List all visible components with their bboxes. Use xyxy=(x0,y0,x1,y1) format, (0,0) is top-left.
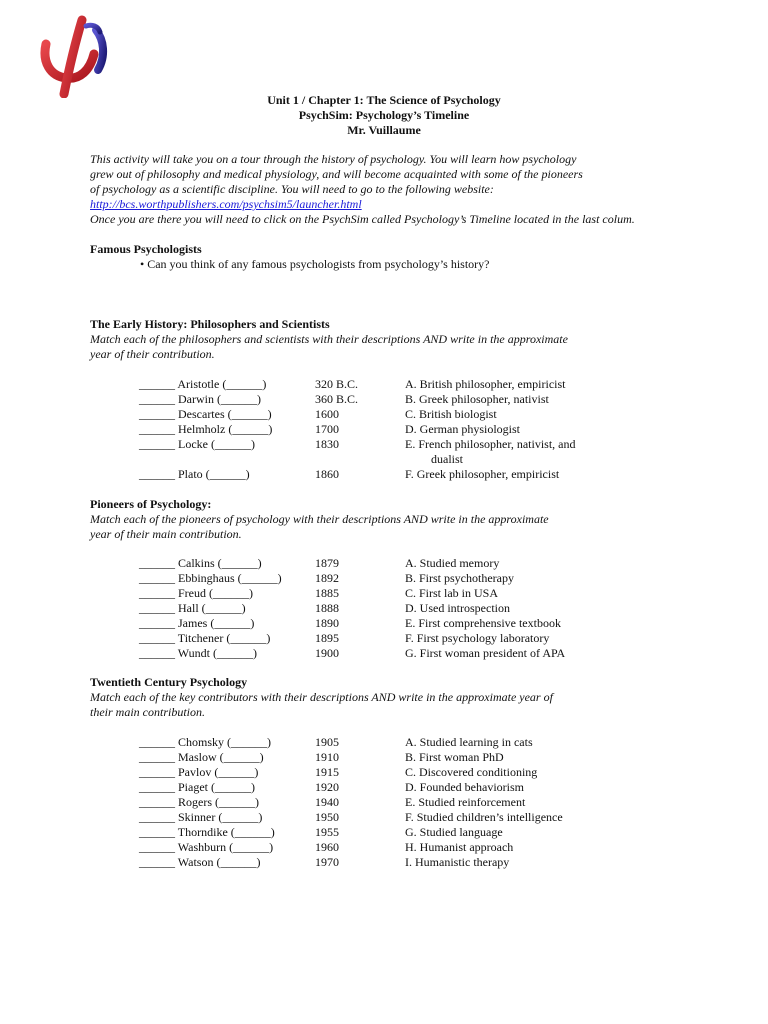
person-name: ______ Chomsky (______) xyxy=(139,735,271,749)
person-name: ______ Washburn (______) xyxy=(139,840,274,854)
year: 1960 xyxy=(315,840,339,854)
unit-title: Unit 1 / Chapter 1: The Science of Psychology xyxy=(267,93,501,107)
person-name: ______ Maslow (______) xyxy=(139,750,264,764)
twentieth-century-section xyxy=(90,675,710,720)
description: G. Studied language xyxy=(405,825,503,839)
year: 1910 xyxy=(315,750,339,764)
person-name: ______ Ebbinghaus (______) xyxy=(139,571,282,585)
year: 1900 xyxy=(315,646,339,660)
year: 1700 xyxy=(315,422,339,436)
early-history-instructions-2: year of their contribution. xyxy=(90,347,215,361)
twentieth-century-instructions-2: their main contribution. xyxy=(90,705,205,719)
psychsim-website-link[interactable]: http://bcs.worthpublishers.com/psychsim5/launcher.html xyxy=(90,197,362,211)
description: C. Discovered conditioning xyxy=(405,765,538,779)
pioneers-instructions-2: year of their main contribution. xyxy=(90,527,242,541)
year: 1905 xyxy=(315,735,339,749)
person-name: ______ Descartes (______) xyxy=(139,407,272,421)
year: 1885 xyxy=(315,586,339,600)
person-name: ______ Titchener (______) xyxy=(139,631,271,645)
year: 1600 xyxy=(315,407,339,421)
famous-psychologists-title: Famous Psychologists xyxy=(90,242,202,256)
twentieth-century-instructions-1: Match each of the key contributors with their descriptions AND write in the approximate year of xyxy=(90,690,553,704)
description: D. Founded behaviorism xyxy=(405,780,524,794)
intro-line-1: This activity will take you on a tour through the history of psychology. You will learn how psychology xyxy=(90,152,577,166)
description: F. Studied children’s intelligence xyxy=(405,810,563,824)
description: E. Studied reinforcement xyxy=(405,795,526,809)
intro-paragraph xyxy=(90,152,690,227)
pioneers-instructions-1: Match each of the pioneers of psychology with their descriptions AND write in the approximate xyxy=(90,512,549,526)
person-name: ______ Darwin (______) xyxy=(139,392,261,406)
person-name: ______ Helmholz (______) xyxy=(139,422,273,436)
pioneers-section xyxy=(90,497,710,542)
description xyxy=(405,437,576,467)
year: 1860 xyxy=(315,467,339,481)
famous-psychologists-section xyxy=(90,242,710,272)
early-history-section xyxy=(90,317,710,362)
person-name: ______ Calkins (______) xyxy=(139,556,262,570)
year: 320 B.C. xyxy=(315,377,359,391)
description: A. Studied learning in cats xyxy=(405,735,533,749)
person-name: ______ Watson (______) xyxy=(139,855,261,869)
person-name: ______ James (______) xyxy=(139,616,255,630)
teacher-name: Mr. Vuillaume xyxy=(347,123,421,137)
intro-line-4: Once you are there you will need to click on the PsychSim called Psychology’s Timeline located in the last colum. xyxy=(90,212,635,226)
person-name: ______ Skinner (______) xyxy=(139,810,263,824)
year: 1892 xyxy=(315,571,339,585)
year: 1915 xyxy=(315,765,339,779)
twentieth-century-title: Twentieth Century Psychology xyxy=(90,675,248,689)
pioneers-title: Pioneers of Psychology: xyxy=(90,497,212,511)
document-header xyxy=(0,93,768,138)
person-name: ______ Locke (______) xyxy=(139,437,255,451)
year: 1879 xyxy=(315,556,339,570)
year: 1830 xyxy=(315,437,339,451)
person-name: ______ Thorndike (______) xyxy=(139,825,275,839)
year: 1890 xyxy=(315,616,339,630)
intro-line-2: grew out of philosophy and medical physiology, and will become acquainted with some of the pioneers xyxy=(90,167,583,181)
person-name: ______ Piaget (______) xyxy=(139,780,255,794)
description: G. First woman president of APA xyxy=(405,646,566,660)
early-history-instructions-1: Match each of the philosophers and scientists with their descriptions AND write in the approximate xyxy=(90,332,568,346)
person-name: ______ Plato (______) xyxy=(139,467,250,481)
description: C. First lab in USA xyxy=(405,586,499,600)
psi-logo-icon xyxy=(40,14,112,98)
person-name: ______ Freud (______) xyxy=(139,586,253,600)
description-line-1: E. French philosopher, nativist, and xyxy=(405,437,576,451)
year: 1920 xyxy=(315,780,339,794)
description: E. First comprehensive textbook xyxy=(405,616,561,630)
description: H. Humanist approach xyxy=(405,840,514,854)
description: F. Greek philosopher, empiricist xyxy=(405,467,560,481)
year: 1895 xyxy=(315,631,339,645)
description-line-2: dualist xyxy=(431,452,463,466)
description: B. Greek philosopher, nativist xyxy=(405,392,549,406)
year: 1888 xyxy=(315,601,339,615)
year: 1970 xyxy=(315,855,339,869)
description: A. Studied memory xyxy=(405,556,500,570)
famous-psychologists-question: • Can you think of any famous psychologists from psychology’s history? xyxy=(140,257,490,271)
intro-line-3: of psychology as a scientific discipline. You will need to go to the following website: xyxy=(90,182,494,196)
description: B. First woman PhD xyxy=(405,750,504,764)
person-name: ______ Pavlov (______) xyxy=(139,765,259,779)
person-name: ______ Rogers (______) xyxy=(139,795,259,809)
year: 1940 xyxy=(315,795,339,809)
early-history-title: The Early History: Philosophers and Scientists xyxy=(90,317,330,331)
year: 1955 xyxy=(315,825,339,839)
person-name: ______ Aristotle (______) xyxy=(139,377,267,391)
description: A. British philosopher, empiricist xyxy=(405,377,566,391)
year: 1950 xyxy=(315,810,339,824)
description: B. First psychotherapy xyxy=(405,571,514,585)
description: F. First psychology laboratory xyxy=(405,631,550,645)
person-name: ______ Hall (______) xyxy=(139,601,246,615)
psychsim-title: PsychSim: Psychology’s Timeline xyxy=(298,108,470,122)
description: D. Used introspection xyxy=(405,601,510,615)
description: I. Humanistic therapy xyxy=(405,855,510,869)
year: 360 B.C. xyxy=(315,392,359,406)
person-name: ______ Wundt (______) xyxy=(139,646,257,660)
description: C. British biologist xyxy=(405,407,497,421)
description: D. German physiologist xyxy=(405,422,520,436)
